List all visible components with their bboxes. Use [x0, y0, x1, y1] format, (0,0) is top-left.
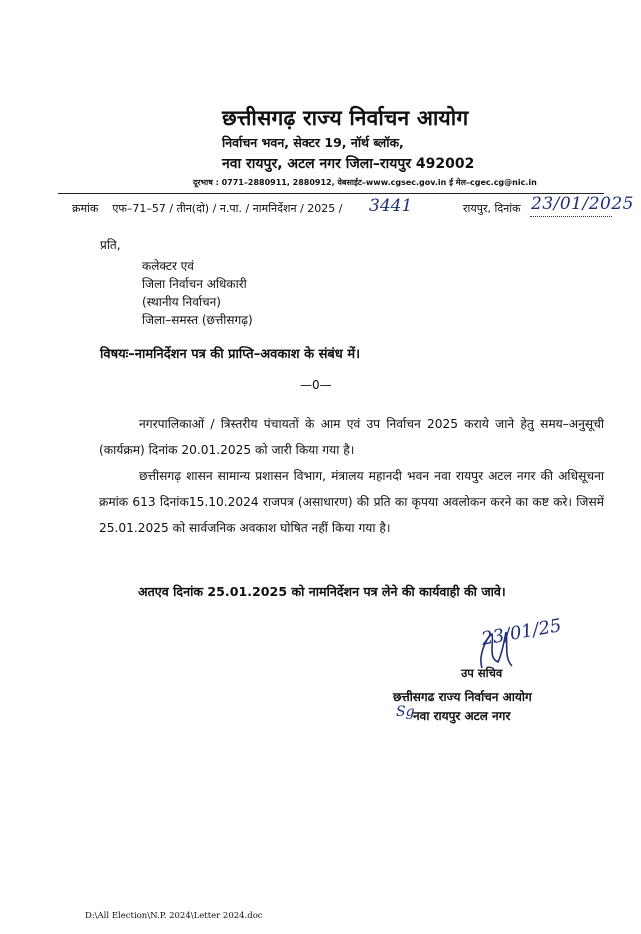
letterhead-title: छत्तीसगढ़ राज्य निर्वाचन आयोग — [222, 106, 469, 130]
body-paragraph-2: छत्तीसगढ़ शासन सामान्य प्रशासन विभाग, मंत्रालय महानदी भवन नवा रायपुर अटल नगर की अधिसूचना क्रमांक 613 दिनांक15.10.2024 राजपत्र (असाधारण) की प्रति का कृपया अवलोकन करने का कष्ट करे। जिसमें 25.01.2025 को सार्वजनिक अवकाश घोषित नहीं किया गया है। — [99, 469, 604, 535]
date-underline — [530, 216, 612, 217]
signatory-title: उप सचिव — [461, 666, 503, 680]
salutation: प्रति, — [100, 238, 121, 252]
signatory-initial: Sg — [396, 704, 415, 720]
signature-handwritten-date: 23/01/25 — [479, 615, 564, 650]
letterhead-address-line1: निर्वाचन भवन, सेक्टर 19, नॉर्थ ब्लॉक, — [222, 135, 404, 150]
reference-prefix: एफ–71–57 / तीन(दो) / न.पा. / नामनिर्देशन / 2025 / — [112, 202, 343, 215]
reference-label: क्रमांक एफ–71–57 / तीन(दो) / न.पा. / नामनिर्देशन / 2025 / — [72, 202, 343, 215]
footer-file-path: D:\All Election\N.P. 2024\Letter 2024.doc — [85, 911, 263, 921]
letterhead-rule — [58, 193, 604, 194]
body-paragraph-3: अतएव दिनांक 25.01.2025 को नामनिर्देशन पत्र लेने की कार्यवाही की जावे। — [138, 584, 506, 599]
subject-line: विषयः–नामनिर्देशन पत्र की प्राप्ति–अवकाश के संबंध में। — [100, 347, 361, 362]
date-label: रायपुर, दिनांक — [463, 202, 521, 215]
recipient-line: जिला–समस्त (छत्तीसगढ़) — [142, 313, 253, 327]
divider-mark: —0— — [300, 378, 332, 392]
body-paragraph-1: नगरपालिकाओं / त्रिस्तरीय पंचायतों के आम एवं उप निर्वाचन 2025 कराये जाने हेतु समय–अनुसूची (कार्यक्रम) दिनांक 20.01.2025 को जारी किया गया है। — [99, 417, 604, 457]
letterhead-contact: दूरभाष : 0771–2880911, 2880912, वेबसाईट–www.cgsec.gov.in ई मेल–cgec.cg@nic.in — [193, 178, 537, 187]
reference-handwritten-number: 3441 — [369, 196, 413, 216]
signatory-city: नवा रायपुर अटल नगर — [413, 709, 511, 723]
recipient-line: जिला निर्वाचन अधिकारी — [142, 277, 247, 291]
recipient-line: (स्थानीय निर्वाचन) — [142, 295, 221, 309]
signatory-organization: छत्तीसगढ राज्य निर्वाचन आयोग — [393, 690, 532, 704]
handwritten-date: 23/01/2025 — [531, 194, 634, 214]
letterhead-address-line2: नवा रायपुर, अटल नगर जिला–रायपुर 492002 — [222, 156, 475, 172]
recipient-line: कलेक्टर एवं — [142, 259, 194, 273]
